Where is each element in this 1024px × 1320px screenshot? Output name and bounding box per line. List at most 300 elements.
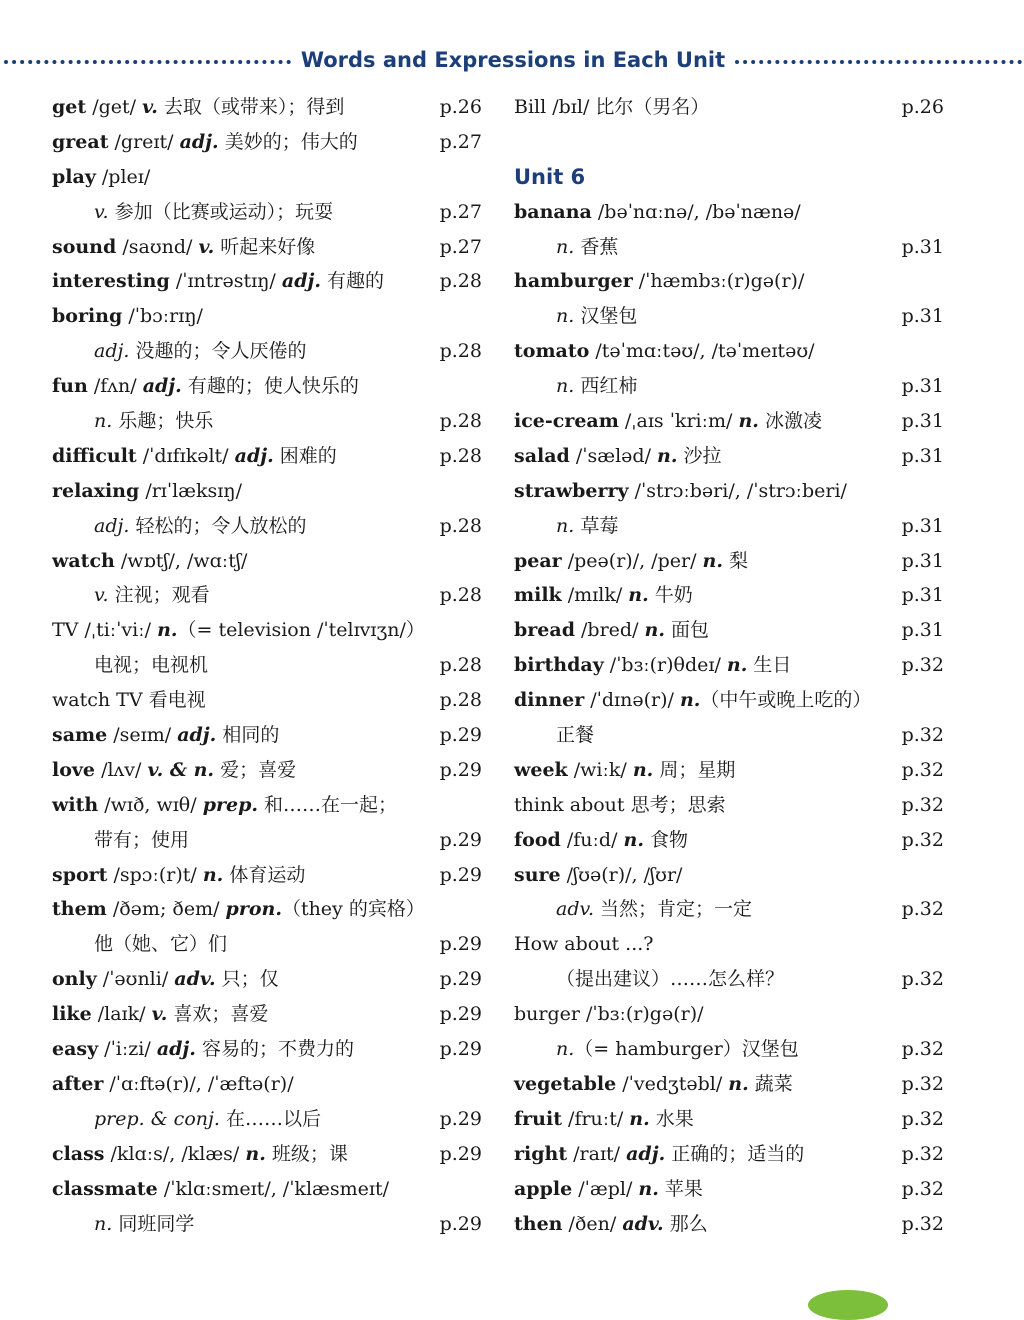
entry-row <box>514 718 944 753</box>
entry-text <box>52 823 482 858</box>
phonetic: /ˈvedʒtəbl/ <box>616 1072 729 1095</box>
meaning: 和……在一起； <box>258 793 398 816</box>
phonetic: /ˈhæmbɜː(r)gə(r)/ <box>632 270 805 293</box>
headword: sport <box>52 863 108 886</box>
entry-row <box>52 125 482 160</box>
entry-row <box>52 1102 482 1137</box>
headword: difficult <box>52 444 137 467</box>
phonetic: /klɑːs/, /klæs/ <box>104 1142 246 1165</box>
meaning: 带有；使用 <box>94 828 190 851</box>
headword: then <box>514 1212 563 1235</box>
part-of-speech: adj. <box>142 375 182 398</box>
entry-text <box>514 962 944 997</box>
entry-text <box>514 264 944 299</box>
entry-text <box>514 1207 944 1242</box>
page-ref: p.27 <box>439 130 482 153</box>
phonetic: /seɪm/ <box>107 724 178 747</box>
phonetic: /get/ <box>86 96 143 118</box>
phonetic: /rɪˈlæksɪŋ/ <box>139 479 243 502</box>
meaning: 比尔（男名） <box>595 96 710 118</box>
entry-text <box>52 578 482 613</box>
phonetic: /fruːt/ <box>562 1107 630 1130</box>
meaning: （提出建议）……怎么样？ <box>556 968 785 991</box>
meaning: 有趣的；使人快乐的 <box>181 375 359 398</box>
entry-text <box>52 718 482 753</box>
entry-text <box>52 1067 482 1102</box>
headword: salad <box>514 444 570 467</box>
entry-text <box>52 1172 482 1207</box>
headword: pear <box>514 549 562 572</box>
entry-row <box>514 369 944 404</box>
page-ref: p.32 <box>901 1072 944 1095</box>
entry-row <box>52 264 482 299</box>
phonetic: /təˈmɑːtəʊ/, /təˈmeɪtəʊ/ <box>589 340 815 363</box>
page-ref: p.31 <box>901 549 944 572</box>
entry-row <box>514 823 944 858</box>
entry-row <box>514 230 944 265</box>
page-ref: p.32 <box>901 724 944 747</box>
phonetic: /bred/ <box>574 619 645 642</box>
phonetic: /laɪk/ <box>91 1003 152 1026</box>
entry-row <box>514 404 944 439</box>
meaning: 容易的；不费力的 <box>195 1038 354 1061</box>
entry-text <box>52 753 482 788</box>
entry-text <box>514 1102 944 1137</box>
entry-row <box>52 90 482 125</box>
page-ref: p.28 <box>439 410 482 433</box>
page-ref: p.31 <box>901 444 944 467</box>
phonetic: /greɪt/ <box>108 130 180 153</box>
entry-text <box>52 648 482 683</box>
entry-row <box>52 299 482 334</box>
entry-text <box>514 753 944 788</box>
entry-text <box>52 404 482 439</box>
headword: sound <box>52 235 117 258</box>
meaning: 在……以后 <box>219 1107 321 1130</box>
headword: class <box>52 1142 105 1165</box>
phonetic: /mɪlk/ <box>561 584 629 607</box>
entry-text <box>514 509 944 544</box>
phonetic: /ˈbɜː(r)gə(r)/ <box>579 1003 704 1026</box>
entry-row <box>52 648 482 683</box>
part-of-speech: v. <box>142 96 158 118</box>
meaning: 看电视 <box>142 689 206 712</box>
entry-row <box>514 1102 944 1137</box>
phonetic: /ˈɪntrəstɪŋ/ <box>169 270 282 293</box>
entry-text <box>52 125 482 160</box>
phonetic: /ðen/ <box>562 1212 623 1235</box>
headword: right <box>514 1142 568 1165</box>
meaning: 相同的 <box>216 724 280 747</box>
meaning: 牛奶 <box>648 584 693 607</box>
entry-row <box>514 439 944 474</box>
part-of-speech: adv. <box>622 1212 664 1235</box>
entry-text <box>52 474 482 509</box>
entry-text <box>52 264 482 299</box>
page-ref: p.31 <box>901 235 944 258</box>
page-ref: p.31 <box>901 584 944 607</box>
headword: same <box>52 724 108 747</box>
meaning: 去取（或带来）；得到 <box>157 96 345 118</box>
entry-text <box>514 1137 944 1172</box>
phonetic: /raɪt/ <box>567 1142 627 1165</box>
entry-row <box>52 753 482 788</box>
part-of-speech: adj. <box>234 444 274 467</box>
entry-row <box>514 613 944 648</box>
phonetic: /ˈstrɔːbəri/, /ˈstrɔːberi/ <box>628 479 847 502</box>
entry-row <box>52 439 482 474</box>
phonetic: /ˈæpl/ <box>572 1177 639 1200</box>
phonetic: /ˈklɑːsmeɪt/, /ˈklæsmeɪt/ <box>157 1177 390 1200</box>
page-header <box>0 40 1024 80</box>
dotted-rule-right <box>735 60 1022 64</box>
page-ref: p.29 <box>439 1212 482 1235</box>
phonetic: /ˈdɪfɪkəlt/ <box>136 444 235 467</box>
headword: fun <box>52 375 88 398</box>
page-ref: p.32 <box>901 898 944 921</box>
meaning: 同班同学 <box>112 1212 195 1235</box>
part-of-speech: n. <box>556 375 575 398</box>
corner-decoration <box>808 1290 888 1320</box>
headword: after <box>52 1072 104 1095</box>
part-of-speech: v. <box>94 200 109 223</box>
headword: love <box>52 758 96 781</box>
entry-text <box>52 1102 482 1137</box>
part-of-speech: adj. <box>94 514 130 537</box>
entry-row <box>52 1032 482 1067</box>
meaning: 苹果 <box>658 1177 703 1200</box>
meaning: 汉堡包 <box>574 305 638 328</box>
entry-text <box>514 439 944 474</box>
part-of-speech: n. <box>679 689 701 712</box>
headword: food <box>514 828 561 851</box>
page-ref: p.26 <box>439 96 482 118</box>
page-ref: p.31 <box>901 619 944 642</box>
entry-text <box>52 439 482 474</box>
phonetic: /ˈɑːftə(r)/, /ˈæftə(r)/ <box>103 1072 294 1095</box>
part-of-speech: v. <box>198 235 215 258</box>
headword: tomato <box>514 340 590 363</box>
entry-text <box>514 997 944 1032</box>
entry-row <box>514 125 944 160</box>
entry-row <box>52 1137 482 1172</box>
headword: bread <box>514 619 575 642</box>
entry-row <box>52 404 482 439</box>
page-ref: p.27 <box>439 235 482 258</box>
meaning: （= hamburger）汉堡包 <box>574 1038 799 1061</box>
meaning: （中午或晚上吃的） <box>700 689 872 712</box>
headword: them <box>52 898 107 921</box>
part-of-speech: n. <box>702 549 723 572</box>
part-of-speech: prep. <box>202 793 258 816</box>
entry-text <box>52 299 482 334</box>
phonetic: /ˈdɪnə(r)/ <box>584 689 680 712</box>
meaning: 周；星期 <box>653 758 736 781</box>
phonetic: /wɒtʃ/, /wɑːtʃ/ <box>114 549 248 572</box>
meaning: （= television /ˈtelɪvɪʒn/） <box>177 619 425 642</box>
headword: dinner <box>514 689 585 712</box>
meaning: 喜欢；喜爱 <box>167 1003 269 1026</box>
entry-row <box>52 474 482 509</box>
entry-text <box>514 613 944 648</box>
headword: How about ...? <box>514 933 654 956</box>
entry-text <box>514 369 944 404</box>
headword: easy <box>52 1038 99 1061</box>
entry-text <box>514 544 944 579</box>
meaning: 冰激凌 <box>758 410 822 433</box>
entry-row <box>514 927 944 962</box>
phonetic: /ʃʊə(r)/, /ʃʊr/ <box>560 863 683 886</box>
page-ref: p.28 <box>439 514 482 537</box>
page-ref: p.32 <box>901 828 944 851</box>
meaning: 困难的 <box>273 444 337 467</box>
headword: ice-cream <box>514 410 619 433</box>
part-of-speech: n. <box>556 235 575 258</box>
phonetic: /wiːk/ <box>567 758 633 781</box>
phonetic: /ðəm; ðem/ <box>106 898 226 921</box>
entry-text <box>514 90 944 125</box>
entry-text <box>52 683 482 718</box>
entry-row <box>52 892 482 927</box>
phonetic: /ˌtiːˈviː/ <box>78 619 158 642</box>
entry-row <box>52 962 482 997</box>
part-of-speech: n. <box>632 758 654 781</box>
meaning: 沙拉 <box>677 444 722 467</box>
page-ref: p.29 <box>439 1107 482 1130</box>
entry-row <box>52 160 482 195</box>
page-ref: p.29 <box>439 724 482 747</box>
part-of-speech: n. <box>623 828 644 851</box>
page-ref: p.32 <box>901 968 944 991</box>
entry-text <box>52 927 482 962</box>
phonetic: /bɪl/ <box>546 96 596 118</box>
part-of-speech: v. <box>94 584 109 607</box>
entry-text <box>52 230 482 265</box>
part-of-speech: n. <box>738 410 759 433</box>
meaning: 生日 <box>747 654 792 677</box>
part-of-speech: n. <box>629 1107 650 1130</box>
headword: think about <box>514 793 625 816</box>
entry-row <box>514 334 944 369</box>
entry-text <box>52 788 482 823</box>
headword: like <box>52 1003 92 1026</box>
page-ref: p.28 <box>439 584 482 607</box>
part-of-speech: n. <box>94 410 113 433</box>
entry-row <box>514 753 944 788</box>
entry-row <box>52 1172 482 1207</box>
entry-row <box>52 509 482 544</box>
entry-row <box>514 578 944 613</box>
meaning: 电视；电视机 <box>94 654 209 677</box>
page-ref: p.29 <box>439 968 482 991</box>
page-ref: p.29 <box>439 933 482 956</box>
vocab-column-right <box>514 90 944 1241</box>
headword: interesting <box>52 270 170 293</box>
part-of-speech: adj. <box>94 340 130 363</box>
headword: fruit <box>514 1107 562 1130</box>
page-ref: p.31 <box>901 375 944 398</box>
headword: with <box>52 793 99 816</box>
entry-row <box>52 230 482 265</box>
page-ref: p.32 <box>901 1142 944 1165</box>
entry-text <box>514 927 944 962</box>
headword: TV <box>52 619 79 642</box>
entry-text <box>514 858 944 893</box>
entry-row <box>514 544 944 579</box>
part-of-speech: n. <box>245 1142 266 1165</box>
phonetic: /ˈbɔːrɪŋ/ <box>122 305 203 328</box>
page-ref: p.32 <box>901 1212 944 1235</box>
entry-row <box>52 1207 482 1242</box>
headword: vegetable <box>514 1072 617 1095</box>
part-of-speech: n. <box>644 619 665 642</box>
entry-row <box>52 823 482 858</box>
entry-text <box>514 1172 944 1207</box>
meaning: 草莓 <box>574 514 619 537</box>
meaning: 乐趣；快乐 <box>112 410 214 433</box>
entry-row <box>514 892 944 927</box>
entry-row <box>52 613 482 648</box>
entry-row <box>514 90 944 125</box>
page-ref: p.29 <box>439 1142 482 1165</box>
page-ref: p.28 <box>439 340 482 363</box>
entry-row <box>514 997 944 1032</box>
phonetic: /wɪð, wɪθ/ <box>98 793 203 816</box>
entry-row <box>52 997 482 1032</box>
meaning: 参加（比赛或运动）；玩耍 <box>108 200 334 223</box>
page-ref: p.31 <box>901 514 944 537</box>
page-ref: p.32 <box>901 793 944 816</box>
entry-text <box>52 90 482 125</box>
meaning: 有趣的 <box>320 270 385 293</box>
phonetic: /pleɪ/ <box>95 165 151 188</box>
headword: only <box>52 968 97 991</box>
page-ref: p.32 <box>901 654 944 677</box>
part-of-speech: adj. <box>626 1142 666 1165</box>
entry-row <box>514 788 944 823</box>
page-ref: p.32 <box>901 1177 944 1200</box>
entry-row <box>514 195 944 230</box>
part-of-speech: v. & n. <box>147 758 215 781</box>
phonetic: /ˈsæləd/ <box>569 444 658 467</box>
headword: get <box>52 96 87 118</box>
meaning: 美妙的；伟大的 <box>218 130 358 153</box>
part-of-speech: adj. <box>177 724 217 747</box>
entry-text <box>514 299 944 334</box>
page-ref: p.29 <box>439 1003 482 1026</box>
entry-text <box>52 1032 482 1067</box>
headword: great <box>52 130 109 153</box>
meaning: 蔬菜 <box>748 1072 793 1095</box>
page-ref: p.32 <box>901 1107 944 1130</box>
part-of-speech: n. <box>556 305 575 328</box>
entry-row <box>514 1172 944 1207</box>
vocab-column-left <box>52 90 482 1241</box>
meaning: 注视；观看 <box>108 584 210 607</box>
headword: apple <box>514 1177 573 1200</box>
meaning: 他（她、它）们 <box>94 933 228 956</box>
meaning: 正确的；适当的 <box>665 1142 805 1165</box>
headword: relaxing <box>52 479 140 502</box>
entry-row <box>514 264 944 299</box>
entry-text <box>52 160 482 195</box>
entry-text <box>52 892 482 927</box>
headword: play <box>52 165 96 188</box>
entry-text <box>514 404 944 439</box>
meaning: 轻松的；令人放松的 <box>129 514 307 537</box>
meaning: 正餐 <box>556 724 595 747</box>
entry-text <box>514 1032 944 1067</box>
entry-text <box>514 683 944 718</box>
entry-text <box>514 823 944 858</box>
page-ref: p.28 <box>439 444 482 467</box>
headword: classmate <box>52 1177 158 1200</box>
entry-row <box>514 858 944 893</box>
phonetic: /lʌv/ <box>95 758 148 781</box>
entry-text <box>514 648 944 683</box>
page-ref: p.28 <box>439 654 482 677</box>
page-ref: p.29 <box>439 1038 482 1061</box>
part-of-speech: n. <box>556 1038 575 1061</box>
phonetic: /ˌaɪs ˈkriːm/ <box>618 410 739 433</box>
dotted-rule-left <box>4 60 291 64</box>
entry-text <box>514 578 944 613</box>
headword: birthday <box>514 654 604 677</box>
meaning: 面包 <box>664 619 710 642</box>
meaning: 爱；喜爱 <box>214 758 297 781</box>
meaning: 梨 <box>722 549 748 572</box>
meaning: 班级；课 <box>265 1142 348 1165</box>
entry-row <box>52 544 482 579</box>
entry-row <box>514 509 944 544</box>
page-ref: p.31 <box>901 410 944 433</box>
entry-row <box>52 578 482 613</box>
part-of-speech: n. <box>657 444 678 467</box>
page-ref: p.32 <box>901 758 944 781</box>
phonetic: /fuːd/ <box>560 828 624 851</box>
entry-text <box>52 195 482 230</box>
entry-row <box>514 683 944 718</box>
entry-row <box>52 858 482 893</box>
meaning: 当然；肯定；一定 <box>594 898 753 921</box>
part-of-speech: adj. <box>156 1038 196 1061</box>
entry-row <box>52 788 482 823</box>
entry-text <box>52 1207 482 1242</box>
phonetic: /fʌn/ <box>87 375 143 398</box>
entry-row <box>514 962 944 997</box>
entry-row <box>514 474 944 509</box>
entry-row <box>514 160 944 195</box>
entry-text <box>52 369 482 404</box>
entry-text <box>514 718 944 753</box>
part-of-speech: adv. <box>174 968 216 991</box>
entry-row <box>52 927 482 962</box>
part-of-speech: n. <box>628 584 649 607</box>
entry-text <box>52 544 482 579</box>
headword: week <box>514 758 568 781</box>
page-ref: p.26 <box>901 96 944 118</box>
entry-text <box>52 962 482 997</box>
phonetic: /ˈəʊnli/ <box>96 968 175 991</box>
meaning: 思考；思索 <box>624 793 726 816</box>
entry-text <box>514 195 944 230</box>
entry-row <box>52 718 482 753</box>
entry-text <box>514 230 944 265</box>
entry-text <box>52 997 482 1032</box>
entry-text <box>514 788 944 823</box>
meaning: 那么 <box>663 1212 708 1235</box>
meaning: 香蕉 <box>574 235 619 258</box>
